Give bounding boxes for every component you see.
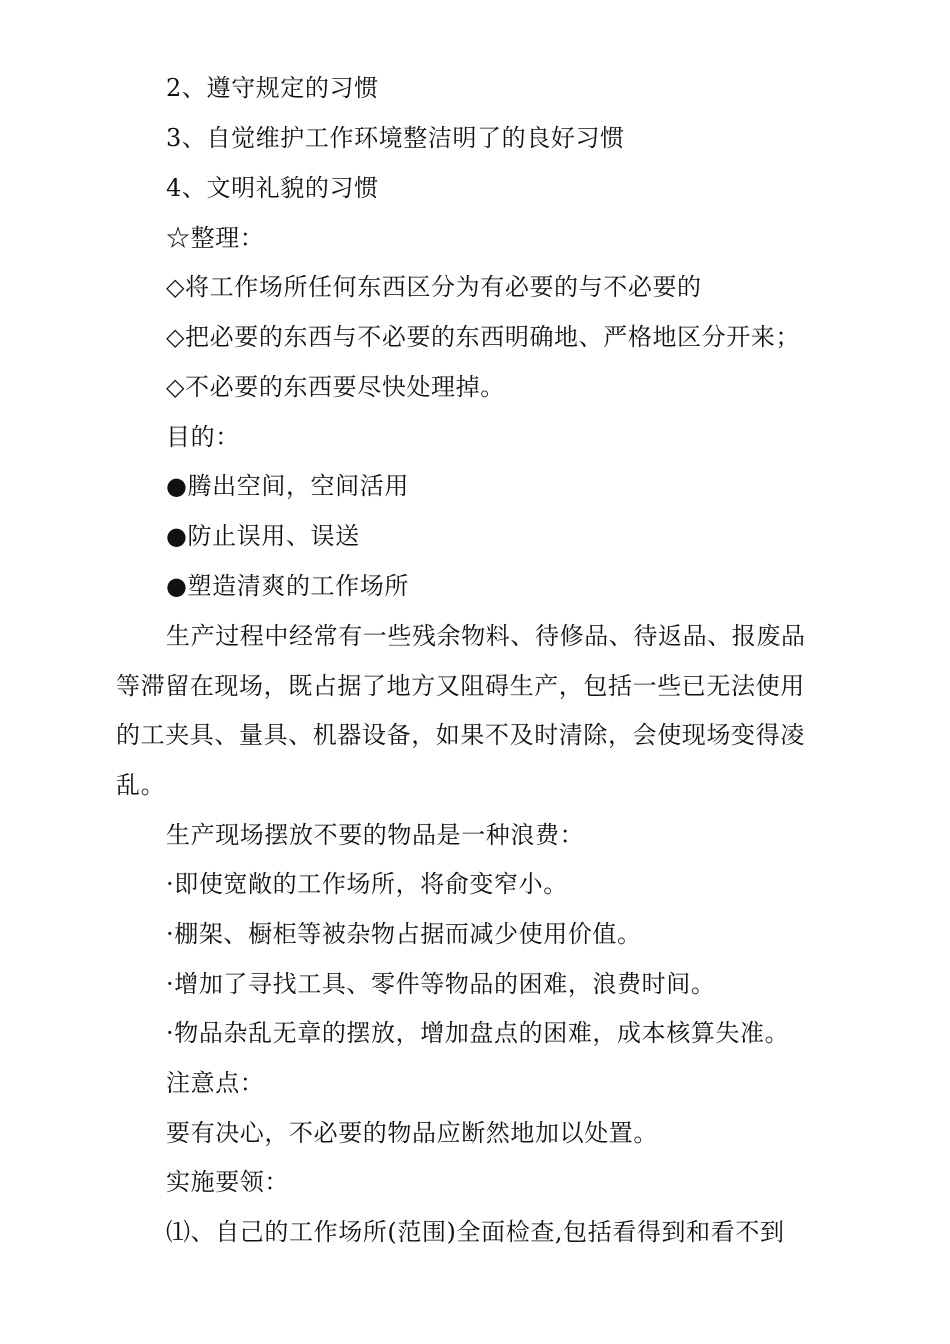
habit-item-4: 4、文明礼貌的习惯: [166, 174, 379, 202]
notes-heading: 注意点：: [166, 1069, 265, 1097]
sort-point-1: ◇将工作场所任何东西区分为有必要的与不必要的: [166, 273, 702, 301]
waste-item-2: ·棚架、橱柜等被杂物占据而减少使用价值。: [166, 920, 642, 948]
habit-item-3: 3、自觉维护工作环境整洁明了的良好习惯: [166, 124, 625, 152]
implementation-step-1: ⑴、自己的工作场所(范围)全面检查,包括看得到和看不到: [166, 1218, 785, 1246]
notes-text: 要有决心，不必要的物品应断然地加以处置。: [166, 1119, 658, 1147]
section-heading-sort: ☆整理：: [166, 224, 265, 252]
purpose-item-3: ●塑造清爽的工作场所: [166, 572, 409, 600]
waste-item-4: ·物品杂乱无章的摆放，增加盘点的困难，成本核算失准。: [166, 1019, 790, 1047]
purpose-item-2: ●防止误用、误送: [166, 522, 360, 550]
purpose-item-1: ●腾出空间，空间活用: [166, 472, 409, 500]
paragraph-line-3: 的工夹具、量具、机器设备，如果不及时清除，会使现场变得凌: [116, 721, 805, 749]
waste-item-3: ·增加了寻找工具、零件等物品的困难，浪费时间。: [166, 970, 716, 998]
paragraph-line-1: 生产过程中经常有一些残余物料、待修品、待返品、报废品: [166, 622, 806, 650]
habit-item-2: 2、遵守规定的习惯: [166, 74, 379, 102]
paragraph-line-2: 等滞留在现场，既占据了地方又阻碍生产，包括一些已无法使用: [116, 672, 805, 700]
waste-item-1: ·即使宽敞的工作场所，将俞变窄小。: [166, 870, 568, 898]
waste-heading: 生产现场摆放不要的物品是一种浪费：: [166, 821, 585, 849]
implementation-heading: 实施要领：: [166, 1168, 289, 1196]
paragraph-line-4: 乱。: [116, 771, 166, 799]
sort-point-2: ◇把必要的东西与不必要的东西明确地、严格地区分开来；: [166, 323, 801, 351]
sort-point-3: ◇不必要的东西要尽快处理掉。: [166, 373, 505, 401]
purpose-heading: 目的：: [166, 423, 240, 451]
